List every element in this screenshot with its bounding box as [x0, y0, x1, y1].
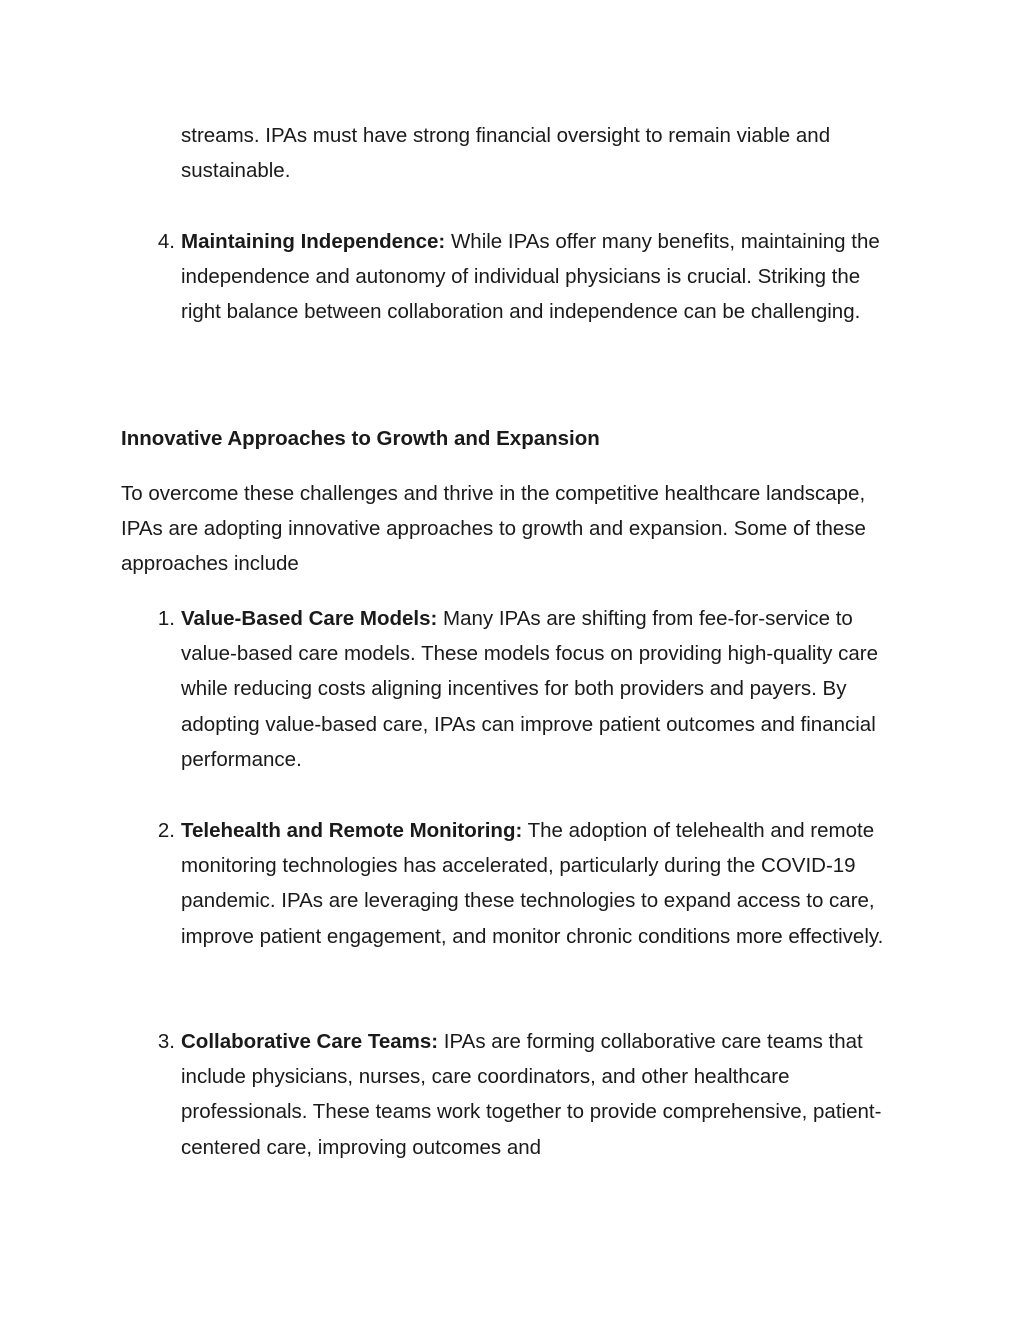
list-number: 3. — [157, 1030, 175, 1053]
list-item-collaborative-care — [157, 1024, 901, 1165]
list-number: 4. — [157, 230, 175, 253]
list-item-text: The adoption of telehealth and remote monitoring technologies has accelerated, particularly during the COVID-19 pandemic. IPAs are leveraging these technologies to expand access to care, improve patient engagement, and monitor chronic conditions more effectively. — [181, 819, 884, 948]
list-item-text: While IPAs offer many benefits, maintaining the independence and autonomy of individual physicians is crucial. Striking the right balance between collaboration and independence can be challenging. — [181, 230, 880, 324]
list-item-telehealth — [157, 813, 901, 954]
continuation-paragraph: streams. IPAs must have strong financial oversight to remain viable and sustainable. — [181, 124, 831, 183]
list-number: 1. — [157, 607, 175, 630]
list-item-text: IPAs are forming collaborative care teams that include physicians, nurses, care coordinators, and other healthcare professionals. These teams work together to provide comprehensive, patient-centered care, improving outcomes and — [181, 1030, 882, 1159]
list-item-maintaining-independence — [157, 224, 901, 330]
list-item-value-based-care — [157, 601, 901, 777]
section-heading: Innovative Approaches to Growth and Expansion — [121, 427, 600, 450]
list-item-text: Many IPAs are shifting from fee-for-service to value-based care models. These models focus on providing high-quality care while reducing costs aligning incentives for both providers and payers. By adopting value-based care, IPAs can improve patient outcomes and financial performance. — [181, 607, 879, 771]
section-intro-paragraph: To overcome these challenges and thrive in the competitive healthcare landscape, IPAs are adopting innovative approaches to growth and expansion. Some of these approaches include — [121, 482, 866, 576]
list-item-title: Collaborative Care Teams: — [181, 1030, 439, 1053]
list-item-title: Telehealth and Remote Monitoring: — [181, 819, 523, 842]
list-item-title: Value-Based Care Models: — [181, 607, 438, 630]
list-item-title: Maintaining Independence: — [181, 230, 446, 253]
list-number: 2. — [157, 819, 175, 842]
